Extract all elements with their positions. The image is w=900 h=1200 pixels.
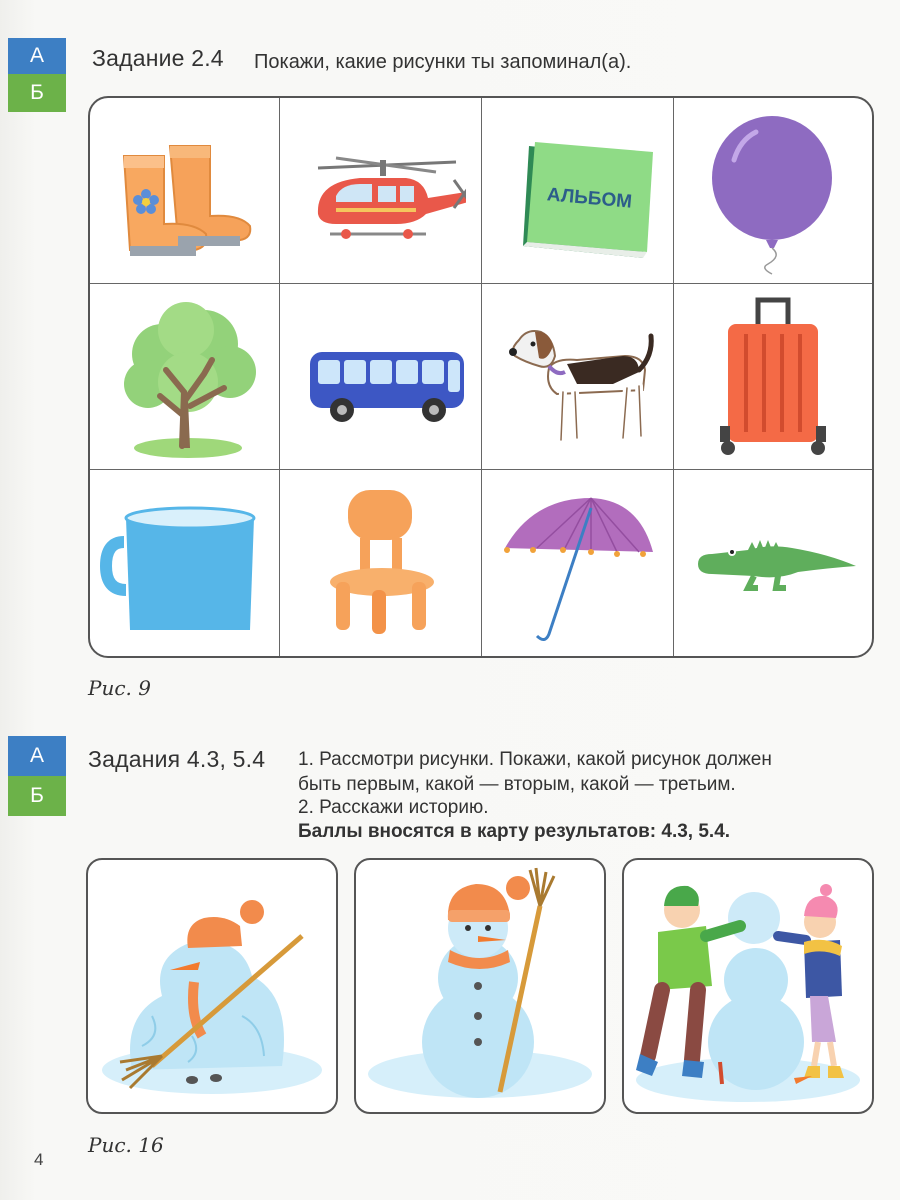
task2-line1: 1. Рассмотри рисунки. Покажи, какой рисунок должен xyxy=(298,749,772,770)
grid-cell-album[interactable] xyxy=(482,98,674,284)
figure-caption-9: Рис. 9 xyxy=(88,676,151,700)
children-building-snowman-icon xyxy=(628,866,868,1106)
boots-icon xyxy=(100,106,270,276)
story-picture-1[interactable] xyxy=(86,858,338,1114)
tab-b-task1: Б xyxy=(8,74,66,112)
tab-b-task2: Б xyxy=(8,776,66,816)
grid-cell-tree[interactable] xyxy=(90,284,280,470)
task2-line4: Баллы вносятся в карту результатов: 4.3, 5.4. xyxy=(298,821,731,842)
grid-cell-boots[interactable] xyxy=(90,98,280,284)
grid-cell-mug[interactable] xyxy=(90,470,280,656)
album-icon xyxy=(493,106,663,276)
melting-snowman-icon xyxy=(92,866,332,1106)
chair-icon xyxy=(296,478,466,648)
grid-cell-helicopter[interactable] xyxy=(280,98,482,284)
bus-icon xyxy=(296,292,466,462)
task2-title: Задания 4.3, 5.4 xyxy=(88,746,266,772)
tab-a-task1: А xyxy=(8,38,66,74)
suitcase-icon xyxy=(688,292,858,462)
task2-line3: 2. Расскажи историю. xyxy=(298,797,489,818)
grid-cell-chair[interactable] xyxy=(280,470,482,656)
tree-icon xyxy=(100,292,270,462)
umbrella-icon xyxy=(493,478,663,648)
task2-line2: быть первым, какой — вторым, какой — третьим. xyxy=(298,774,736,795)
story-picture-2[interactable] xyxy=(354,858,606,1114)
picture-grid xyxy=(88,96,874,658)
story-picture-3[interactable] xyxy=(622,858,874,1114)
dog-icon xyxy=(493,292,663,462)
balloon-icon xyxy=(688,106,858,276)
figure-caption-16: Рис. 16 xyxy=(88,1133,164,1157)
grid-cell-dog[interactable] xyxy=(482,284,674,470)
grid-cell-bus[interactable] xyxy=(280,284,482,470)
snowman-icon xyxy=(360,866,600,1106)
helicopter-icon xyxy=(296,106,466,276)
grid-cell-crocodile[interactable] xyxy=(674,470,872,656)
grid-cell-suitcase[interactable] xyxy=(674,284,872,470)
tab-a-task2: А xyxy=(8,736,66,776)
grid-cell-umbrella[interactable] xyxy=(482,470,674,656)
task1-title: Задание 2.4 xyxy=(92,45,224,71)
album-label: АЛЬБОМ xyxy=(545,183,633,213)
crocodile-icon xyxy=(688,478,858,648)
task1-instruction: Покажи, какие рисунки ты запоминал(а). xyxy=(254,51,632,73)
mug-icon xyxy=(100,478,270,648)
grid-cell-balloon[interactable] xyxy=(674,98,872,284)
page-number: 4 xyxy=(34,1150,44,1169)
